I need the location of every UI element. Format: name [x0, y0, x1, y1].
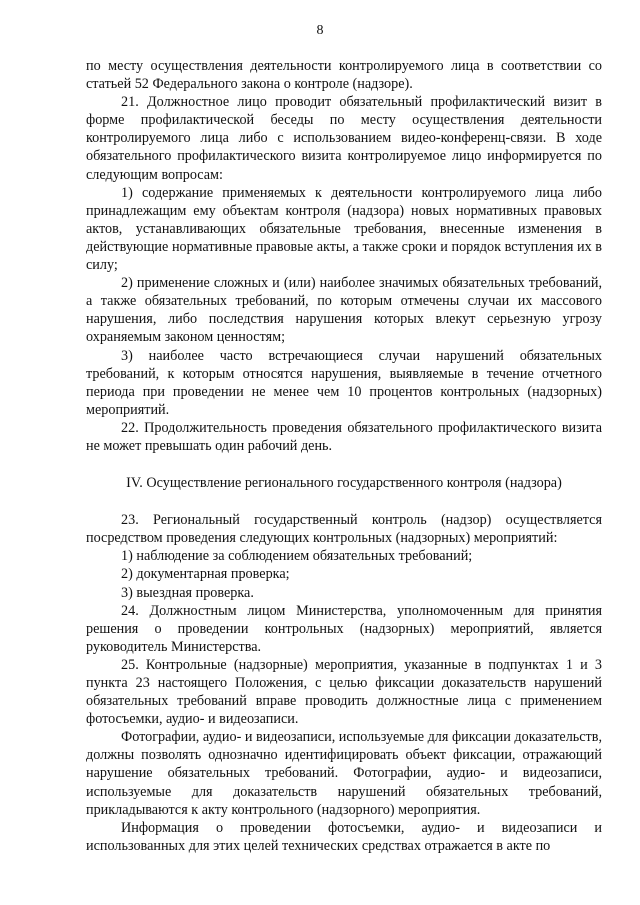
paragraph-continuation: по месту осуществления деятельности контролируемого лица в соответствии со статьей 52 Федерального закона о контроле (надзоре).: [86, 58, 602, 93]
paragraph-23: 23. Региональный государственный контроль (надзор) осуществляется посредством проведения следующих контрольных (надзорных) мероприятий:: [86, 512, 602, 547]
list-item-23-2: 2) документарная проверка;: [121, 566, 290, 583]
paragraph-22: 22. Продолжительность проведения обязательного профилактического визита не может превышать один рабочий день.: [86, 419, 602, 454]
list-item-23-1: 1) наблюдение за соблюдением обязательных требований;: [121, 548, 473, 565]
paragraph-21: 21. Должностное лицо проводит обязательный профилактический визит в форме профилактической беседы по месту осуществления деятельности контролируемого лица либо с использованием видео-конференц-связи. В ходе обязательного профилактического визита контролируемое лицо информируется по следующим вопросам:: [86, 94, 602, 183]
paragraph-25: 25. Контрольные (надзорные) мероприятия, указанные в подпунктах 1 и 3 пункта 23 настоящего Положения, с целью фиксации доказательств нарушений обязательных требований вправе проводить должностные лица с применением фотосъемки, аудио- и видеозаписи.: [86, 656, 602, 728]
page-number: 8: [316, 23, 324, 38]
document-body: [86, 57, 602, 855]
list-item-21-2: 2) применение сложных и (или) наиболее значимых обязательных требований, а также обязательных требований, по которым отмечены случаи их массового нарушения, либо последствия нарушения которых влекут серьезную угрозу охраняемым законом ценностям;: [86, 275, 602, 346]
paragraph-photos: Фотографии, аудио- и видеозаписи, используемые для фиксации доказательств, должны позволять однозначно идентифицировать объект фиксации, отражающий нарушение обязательных требований. Фотографии, аудио- и видеозаписи, используемые для доказательств нарушений обязательных требований, прикладываются к акту контрольного (надзорного) мероприятия.: [86, 729, 602, 818]
list-item-21-3: 3) наиболее часто встречающиеся случаи нарушений обязательных требований, к которым относятся нарушения, выявляемые в течение отчетного периода при проведении не менее чем 10 процентов контрольных (надзорных) мероприятий.: [86, 347, 602, 418]
list-item-21-1: 1) содержание применяемых к деятельности контролируемого лица либо принадлежащим ему объектам контроля (надзора) новых нормативных правовых актов, устанавливающих обязательные требования, внесенные изменения в действующие нормативные правовые акты, а также сроки и порядок вступления их в силу;: [86, 184, 602, 274]
section-heading-iv: IV. Осуществление регионального государственного контроля (надзора): [126, 475, 562, 492]
list-item-23-3: 3) выездная проверка.: [121, 584, 254, 601]
paragraph-24: 24. Должностным лицом Министерства, уполномоченным для принятия решения о проведении контрольных (надзорных) мероприятий, является руководитель Министерства.: [86, 602, 602, 655]
paragraph-info: Информация о проведении фотосъемки, аудио- и видеозаписи и использованных для этих целей технических средствах отражается в акте по: [86, 819, 602, 854]
